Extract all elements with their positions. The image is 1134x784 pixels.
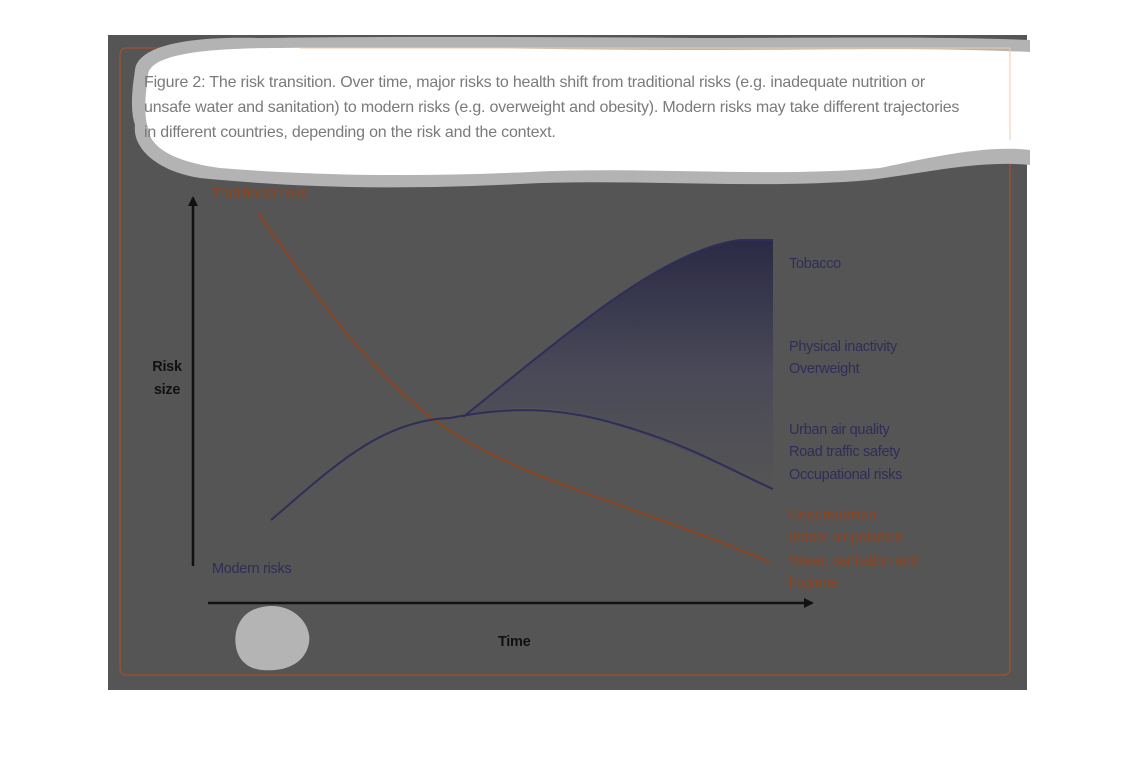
traditional-risks-label: Traditional risks — [212, 186, 308, 202]
indoor-air-pollution-label: Indoor air pollution — [789, 530, 903, 546]
water-sanitation-label-line2: hygiene — [789, 575, 838, 591]
urban-air-quality-label: Urban air quality — [789, 422, 890, 438]
figure-caption: Figure 2: The risk transition. Over time, major risks to health shift from traditional risks (e.g. inadequate nutrition or unsafe water and sanitation) to modern risks (e.g. overweight and obesity). Modern risks may take different trajectories in different countries, depending on the risk and the context. — [144, 74, 960, 141]
modern-risks-label: Modern risks — [212, 561, 292, 577]
overweight-label: Overweight — [789, 361, 860, 377]
x-axis-label: Time — [498, 634, 531, 650]
road-traffic-safety-label: Road traffic safety — [789, 444, 900, 460]
y-axis-label-line2: size — [153, 382, 181, 398]
water-sanitation-label-line1: Water, sanitation and — [789, 553, 919, 569]
physical-inactivity-label: Physical inactivity — [789, 339, 897, 355]
undernutrition-label: Undernutrition — [789, 508, 876, 524]
y-axis-label-line1: Risk — [152, 359, 182, 375]
occupational-risks-label: Occupational risks — [789, 467, 903, 483]
tobacco-label: Tobacco — [789, 256, 841, 272]
